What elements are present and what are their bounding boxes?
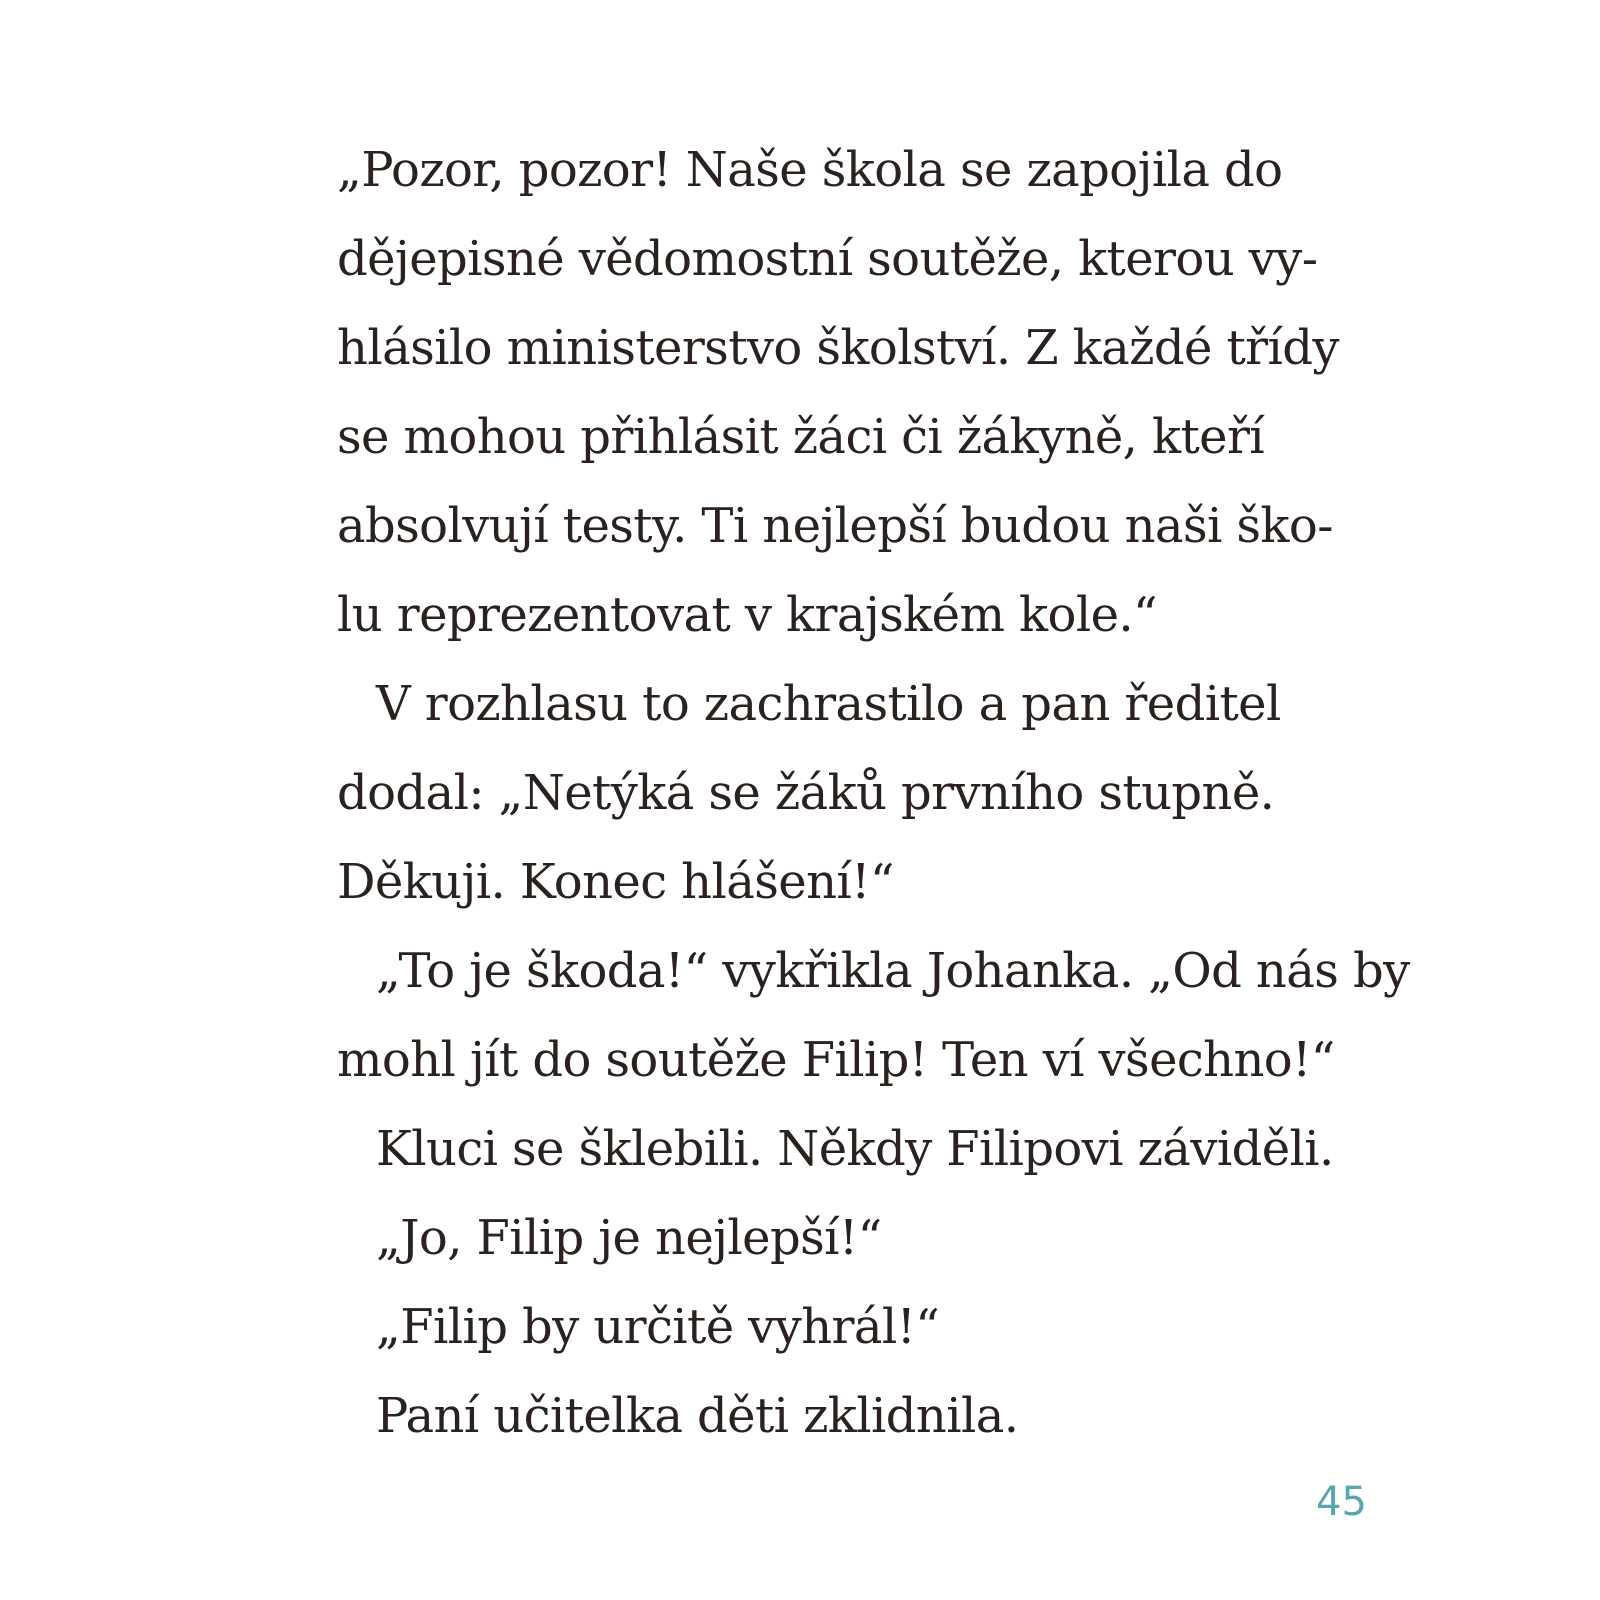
text-line: „To je škoda!“ vykřikla Johanka. „Od nás by [376,943,1410,999]
text-line: Děkuji. Konec hlášení!“ [337,854,894,910]
text-line: hlásilo ministerstvo školství. Z každé třídy [337,320,1339,376]
text-line: Paní učitelka děti zklidnila. [376,1388,1019,1444]
text-line: lu reprezentovat v krajském kole.“ [337,587,1157,643]
text-line: „Jo, Filip je nejlepší!“ [376,1210,882,1266]
text-line: V rozhlasu to zachrastilo a pan ředitel [376,676,1281,732]
text-line: „Pozor, pozor! Naše škola se zapojila do [337,142,1283,198]
text-line: mohl jít do soutěže Filip! Ten ví všechno!“ [337,1032,1335,1088]
text-line: „Filip by určitě vyhrál!“ [376,1299,940,1355]
text-line: dějepisné vědomostní soutěže, kterou vy- [337,231,1318,287]
text-line: absolvují testy. Ti nejlepší budou naši ško- [337,498,1333,554]
text-line: dodal: „Netýká se žáků prvního stupně. [337,765,1275,821]
text-line: Kluci se šklebili. Někdy Filipovi záviděli. [376,1121,1334,1177]
body-text [337,126,1410,1461]
page-number: 45 [1316,1479,1367,1525]
text-line: se mohou přihlásit žáci či žákyně, kteří [337,409,1265,465]
